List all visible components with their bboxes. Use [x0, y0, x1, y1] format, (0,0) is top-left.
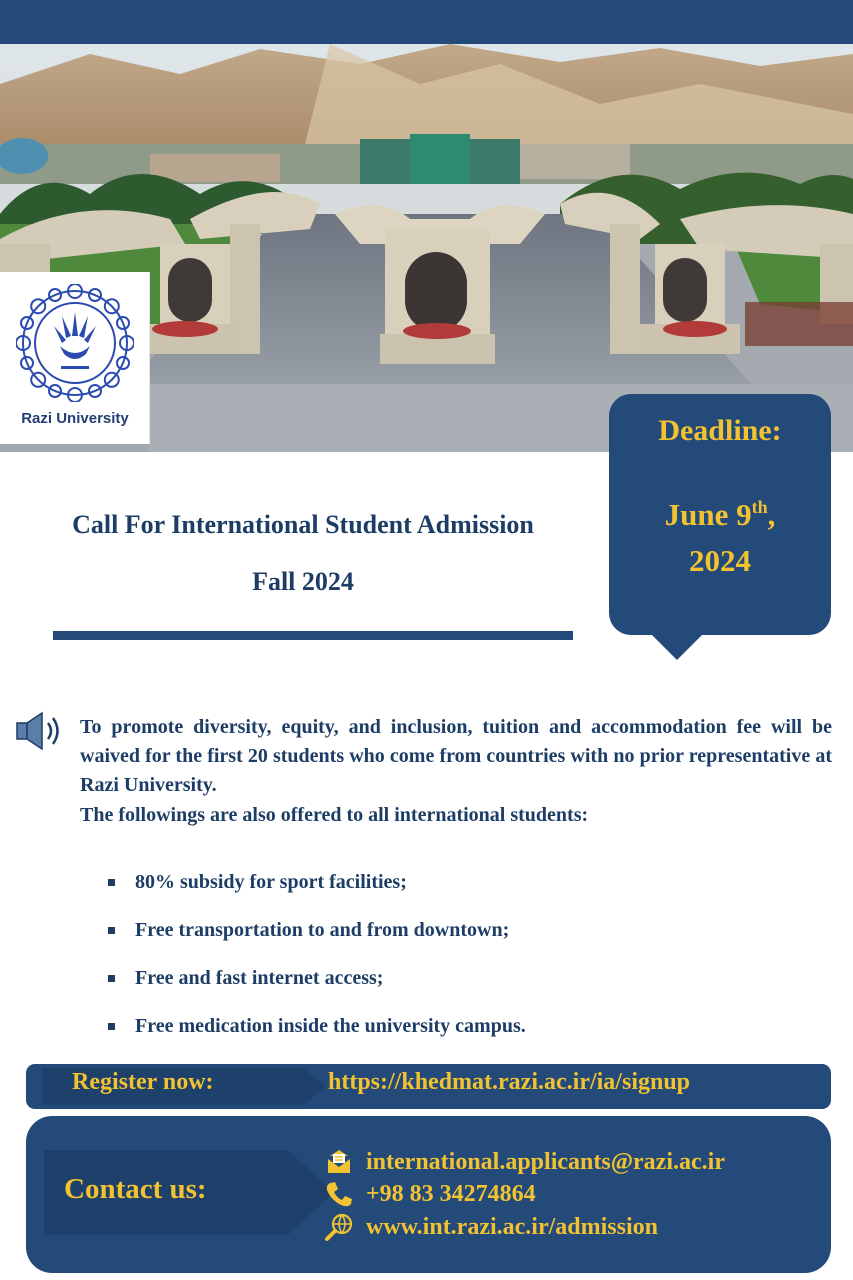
email-icon [324, 1147, 354, 1177]
benefits-list [108, 868, 526, 1060]
bullet-icon [108, 975, 115, 982]
deadline-badge [609, 394, 831, 635]
list-item [108, 964, 526, 1012]
deadline-label: Deadline: [658, 414, 782, 447]
contact-email[interactable]: international.applicants@razi.ac.ir [366, 1148, 725, 1175]
benefit-text: 80% subsidy for sport facilities; [135, 871, 407, 893]
title-divider [53, 631, 573, 640]
university-logo [0, 272, 150, 444]
register-link[interactable]: https://khedmat.razi.ac.ir/ia/signup [328, 1069, 691, 1095]
intro-text [80, 713, 832, 830]
intro-paragraph: To promote diversity, equity, and inclusion, tuition and accommodation fee will be waived for the first 20 students who come from countries with no prior representative at Razi University. [80, 716, 832, 796]
benefit-text: Free and fast internet access; [135, 967, 384, 989]
contact-box [26, 1116, 831, 1273]
contact-website[interactable]: www.int.razi.ac.ir/admission [366, 1213, 658, 1240]
contact-email-row [324, 1147, 725, 1177]
list-item [108, 868, 526, 916]
speaker-icon [14, 710, 64, 757]
contact-phone[interactable]: +98 83 34274864 [366, 1180, 536, 1207]
contact-label: Contact us: [64, 1173, 207, 1205]
deadline-day-suffix: th [751, 497, 768, 517]
web-icon [324, 1212, 354, 1242]
list-item [108, 1012, 526, 1060]
bullet-icon [108, 1023, 115, 1030]
register-bar [26, 1064, 831, 1109]
contact-web-row [324, 1212, 658, 1242]
razi-emblem-icon [16, 284, 134, 402]
offerings-intro: The followings are also offered to all international students: [80, 804, 589, 826]
phone-icon [324, 1179, 354, 1209]
deadline-date [609, 494, 831, 582]
deadline-comma: , [767, 497, 776, 532]
benefit-text: Free medication inside the university campus. [135, 1015, 526, 1037]
page-title: Call For International Student Admission [72, 510, 534, 539]
top-bar [0, 0, 853, 44]
register-label: Register now: [72, 1069, 214, 1095]
deadline-pointer [649, 632, 705, 660]
bullet-icon [108, 879, 115, 886]
benefit-text: Free transportation to and from downtown; [135, 919, 510, 941]
bullet-icon [108, 927, 115, 934]
list-item [108, 916, 526, 964]
deadline-day: June 9 [664, 497, 752, 532]
university-name: Razi University [21, 410, 129, 427]
deadline-year: 2024 [689, 543, 751, 578]
contact-phone-row [324, 1179, 536, 1209]
page-subtitle: Fall 2024 [252, 567, 354, 596]
